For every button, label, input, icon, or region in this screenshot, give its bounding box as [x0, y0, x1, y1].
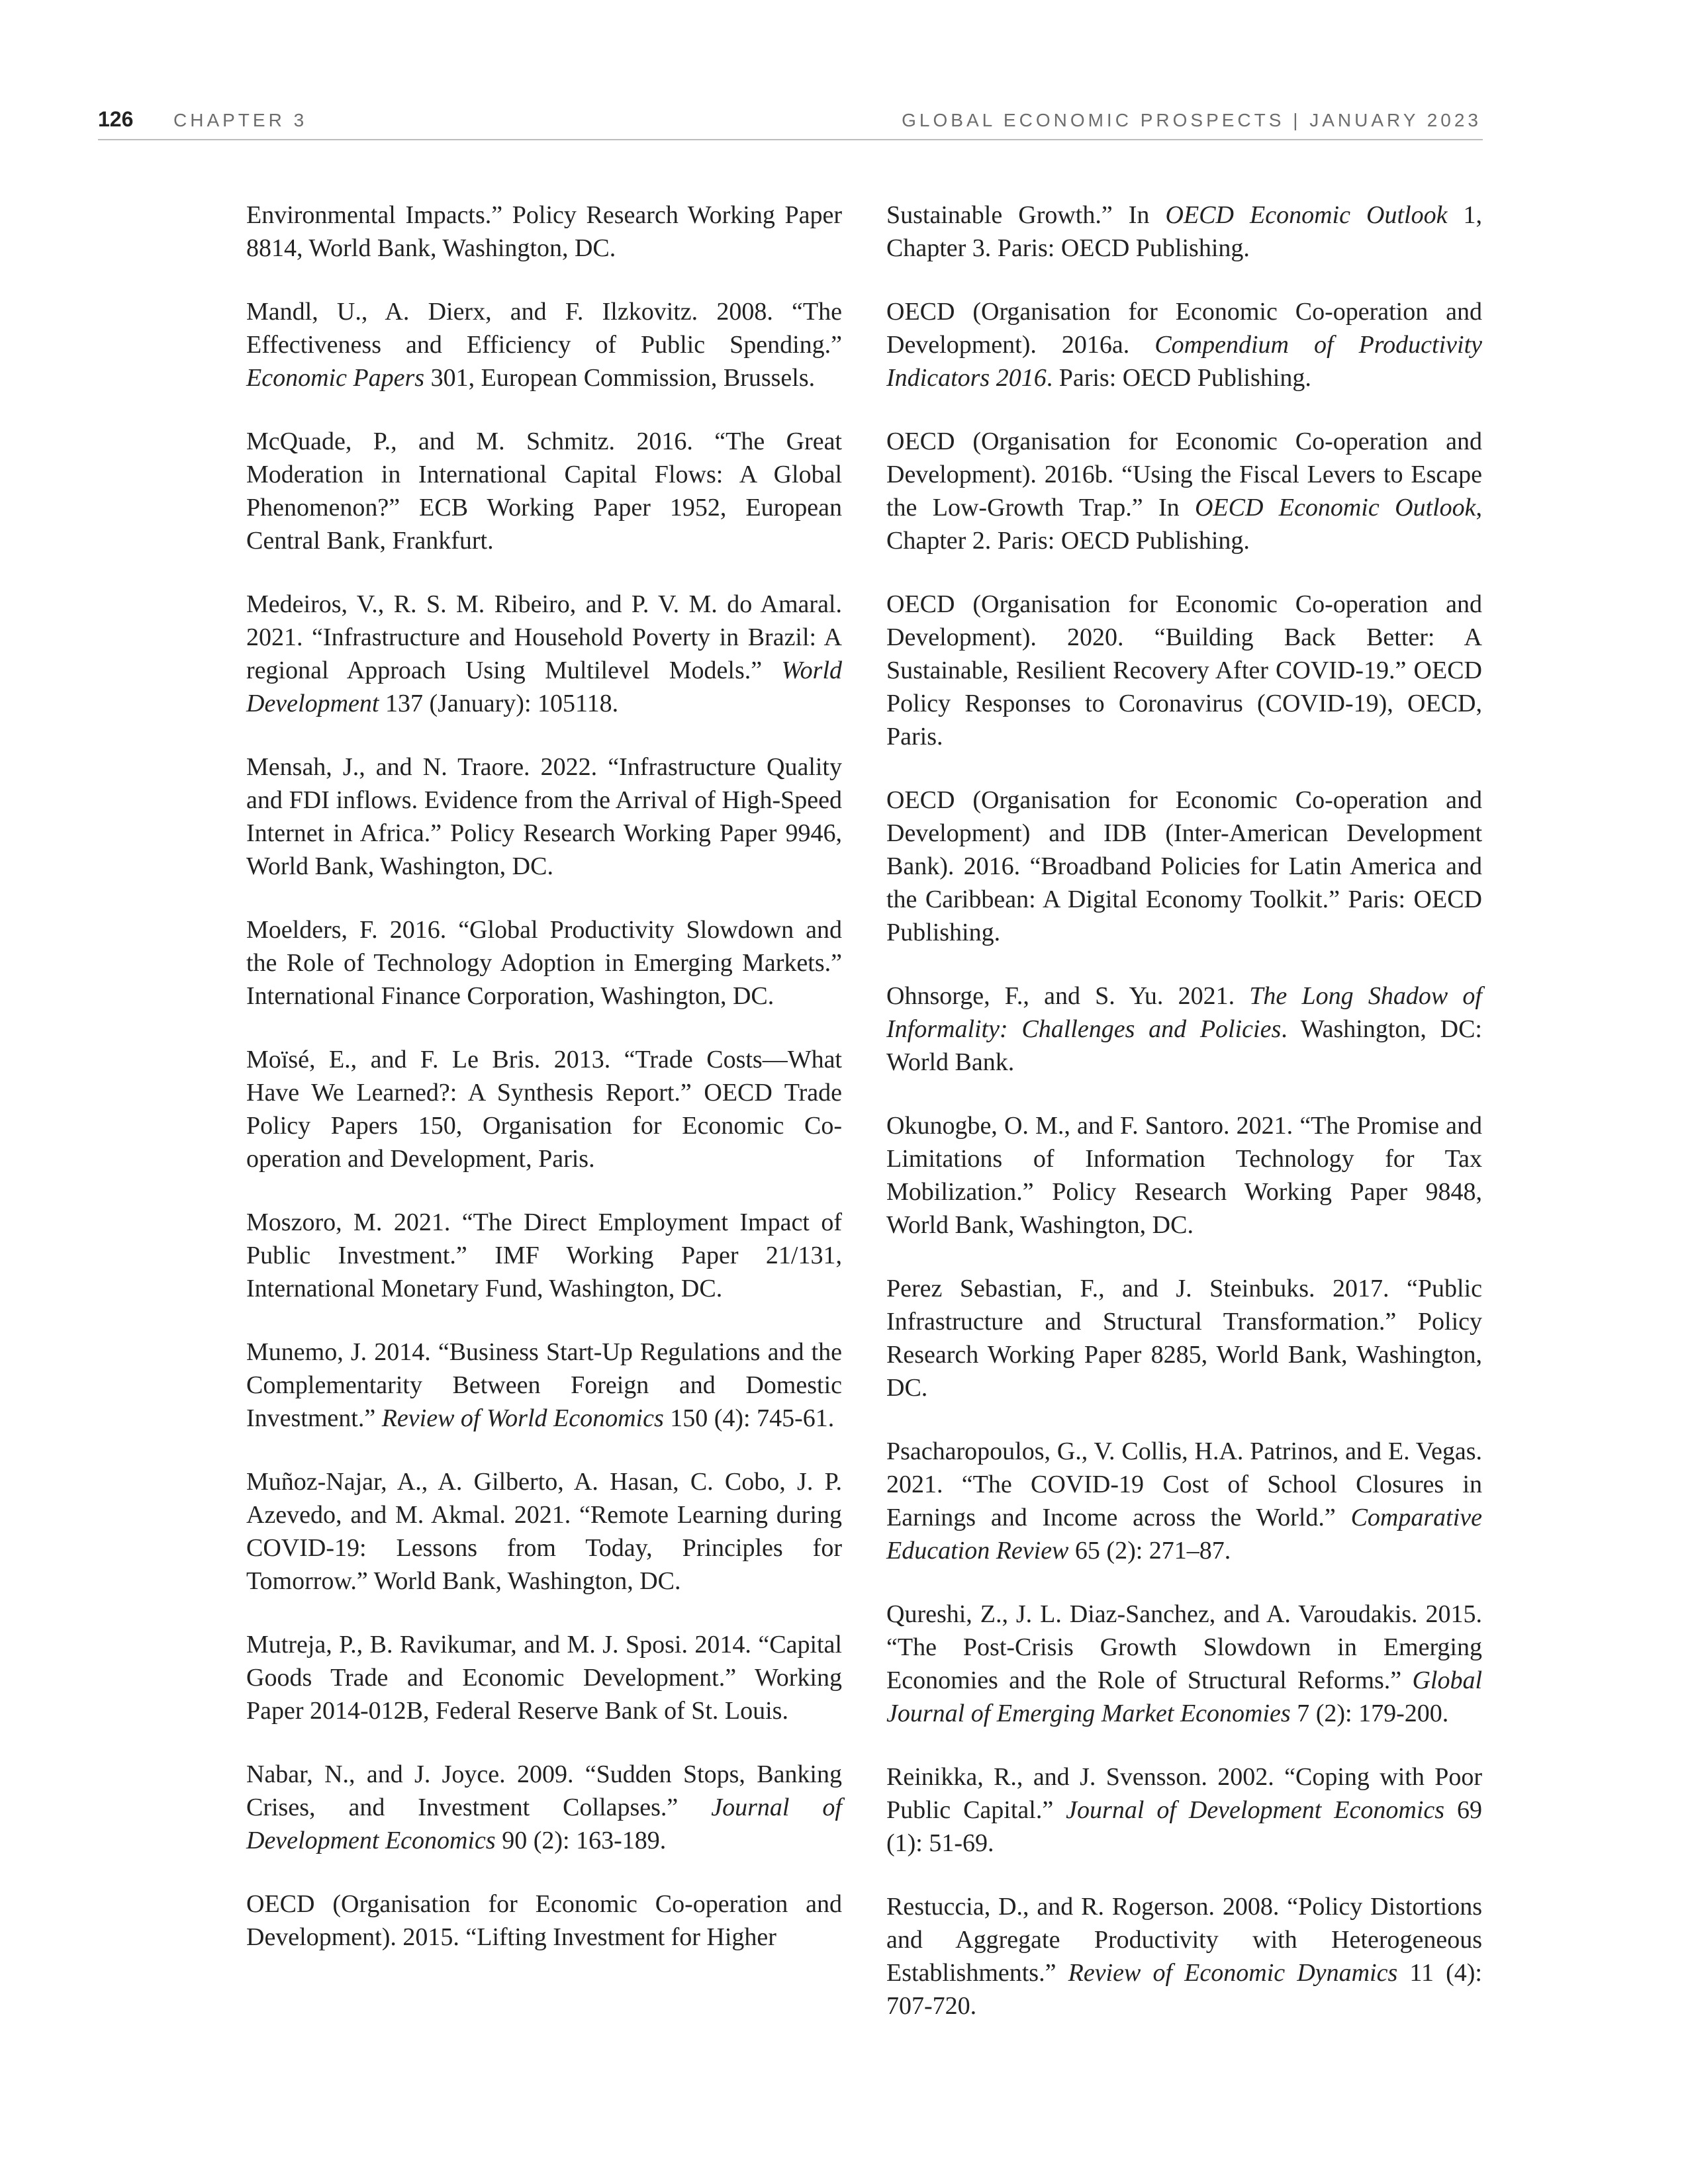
reference-text: Perez Sebastian, F., and J. Steinbuks. 2017. “Public Infrastructure and Structural Transformation.” Policy Research Working Paper 8285, World Bank, Washington, DC. [886, 1275, 1482, 1402]
reference-entry [246, 295, 842, 394]
reference-text: , Chapter 2. Paris: OECD Publishing. [886, 494, 1483, 555]
reference-entry [886, 425, 1482, 557]
reference-text: Restuccia, D., and R. Rogerson. 2008. “Policy Distortions and Aggregate Productivity with Heterogeneous Establishments.” [886, 1893, 1482, 1987]
reference-text: Moszoro, M. 2021. “The Direct Employment Impact of Public Investment.” IMF Working Paper 21/131, International Monetary Fund, Washington, DC. [246, 1208, 842, 1302]
references-column-right [886, 199, 1482, 2053]
reference-entry [246, 1888, 842, 1954]
chapter-label: CHAPTER 3 [173, 110, 308, 130]
references-column-left [246, 199, 842, 1984]
reference-text: 137 (January): 105118. [379, 690, 619, 717]
reference-text: Muñoz-Najar, A., A. Gilberto, A. Hasan, C. Cobo, J. P. Azevedo, and M. Akmal. 2021. “Remote Learning during COVID-19: Lessons from Today, Principles for Tomorrow.” World Bank, Washington, DC. [246, 1468, 842, 1595]
reference-text: Munemo, J. 2014. “Business Start-Up Regulations and the Complementarity Between Foreign and Domestic Investment.” [246, 1338, 842, 1432]
reference-entry [246, 1465, 842, 1598]
reference-entry [246, 751, 842, 883]
reference-text: OECD (Organisation for Economic Co-operation and Development) and IDB (Inter-American Development Bank). 2016. “Broadband Policies for Latin America and the Caribbean: A Digital Economy Toolkit.” Paris: OECD Publishing. [886, 786, 1482, 946]
reference-entry [886, 979, 1482, 1079]
reference-text: Reinikka, R., and J. Svensson. 2002. “Coping with Poor Public Capital.” [886, 1763, 1482, 1824]
reference-entry [246, 425, 842, 557]
reference-entry [246, 913, 842, 1013]
reference-text: Sustainable Growth.” In [886, 201, 1166, 229]
reference-text: Okunogbe, O. M., and F. Santoro. 2021. “The Promise and Limitations of Information Technology for Tax Mobilization.” Policy Research Working Paper 9848, World Bank, Washington, DC. [886, 1112, 1482, 1239]
publication-title: GLOBAL ECONOMIC PROSPECTS | JANUARY 2023 [902, 110, 1481, 130]
reference-text: Nabar, N., and J. Joyce. 2009. “Sudden Stops, Banking Crises, and Investment Collapses.” [246, 1760, 842, 1821]
reference-text: McQuade, P., and M. Schmitz. 2016. “The Great Moderation in International Capital Flows: A Global Phenomenon?” ECB Working Paper 1952, European Central Bank, Frankfurt. [246, 428, 842, 555]
page-number: 126 [98, 107, 134, 131]
reference-entry [886, 295, 1482, 394]
reference-text: Moïsé, E., and F. Le Bris. 2013. “Trade Costs—What Have We Learned?: A Synthesis Report.” OECD Trade Policy Papers 150, Organisation for Economic Co-operation and Development, Paris. [246, 1046, 842, 1173]
reference-text: Moelders, F. 2016. “Global Productivity Slowdown and the Role of Technology Adoption in Emerging Markets.” International Finance Corporation, Washington, DC. [246, 916, 842, 1010]
reference-text: Mutreja, P., B. Ravikumar, and M. J. Sposi. 2014. “Capital Goods Trade and Economic Development.” Working Paper 2014-012B, Federal Reserve Bank of St. Louis. [246, 1631, 842, 1725]
reference-italic-title: Journal of Development Economics [246, 1794, 842, 1854]
reference-text: 90 (2): 163-189. [495, 1827, 667, 1854]
reference-italic-title: The Long Shadow of Informality: Challenges and Policies [886, 982, 1482, 1043]
reference-entry [246, 1758, 842, 1857]
header-divider [98, 139, 1483, 140]
reference-text: Medeiros, V., R. S. M. Ribeiro, and P. V. M. do Amaral. 2021. “Infrastructure and Household Poverty in Brazil: A regional Approach Using Multilevel Models.” [246, 590, 842, 684]
reference-entry [886, 784, 1482, 949]
reference-italic-title: Economic Papers [246, 364, 425, 392]
reference-entry [246, 1043, 842, 1175]
reference-entry [246, 1628, 842, 1727]
reference-italic-title: Comparative Education Review [886, 1504, 1482, 1565]
reference-entry [886, 1435, 1482, 1567]
reference-text: 65 (2): 271–87. [1068, 1537, 1231, 1565]
reference-text: OECD (Organisation for Economic Co-operation and Development). 2020. “Building Back Better: A Sustainable, Resilient Recovery After COVID-19.” OECD Policy Responses to Coronavirus (COVID-19), OECD, Paris. [886, 590, 1482, 751]
reference-italic-title: OECD Economic Outlook [1194, 494, 1476, 522]
reference-italic-title: Global Journal of Emerging Market Economies [886, 1666, 1482, 1727]
reference-text: 150 (4): 745-61. [663, 1404, 835, 1432]
reference-entry [886, 1272, 1482, 1404]
reference-italic-title: OECD Economic Outlook [1165, 201, 1448, 229]
reference-entry [886, 199, 1482, 265]
reference-entry [886, 1890, 1482, 2023]
reference-text: . Washington, DC: World Bank. [886, 1015, 1482, 1076]
reference-entry [246, 199, 842, 265]
reference-text: 11 (4): 707-720. [886, 1959, 1482, 2020]
reference-text: 1, Chapter 3. Paris: OECD Publishing. [886, 201, 1482, 262]
reference-text: Environmental Impacts.” Policy Research Working Paper 8814, World Bank, Washington, DC. [246, 201, 842, 262]
reference-text: 301, European Commission, Brussels. [424, 364, 816, 392]
reference-italic-title: Review of World Economics [381, 1404, 664, 1432]
reference-entry [886, 1760, 1482, 1860]
reference-entry [246, 1336, 842, 1435]
reference-entry [886, 588, 1482, 753]
reference-italic-title: Review of Economic Dynamics [1068, 1959, 1398, 1987]
reference-italic-title: World Development [246, 657, 842, 717]
reference-text: 7 (2): 179-200. [1290, 1700, 1449, 1727]
page-header [0, 0, 1688, 146]
reference-text: Ohnsorge, F., and S. Yu. 2021. [886, 982, 1250, 1010]
reference-text: . Paris: OECD Publishing. [1046, 364, 1311, 392]
reference-entry [246, 588, 842, 720]
reference-entry [886, 1598, 1482, 1730]
reference-text: OECD (Organisation for Economic Co-operation and Development). 2016a. [886, 298, 1482, 359]
reference-text: OECD (Organisation for Economic Co-operation and Development). 2016b. “Using the Fiscal Levers to Escape the Low-Growth Trap.” In [886, 428, 1482, 522]
reference-entry [246, 1206, 842, 1305]
reference-italic-title: Compendium of Productivity Indicators 2016 [886, 331, 1482, 392]
reference-text: 69 (1): 51-69. [886, 1796, 1483, 1857]
reference-text: Mandl, U., A. Dierx, and F. Ilzkovitz. 2008. “The Effectiveness and Efficiency of Public Spending.” [246, 298, 842, 359]
reference-text: OECD (Organisation for Economic Co-operation and Development). 2015. “Lifting Investment for Higher [246, 1890, 842, 1951]
reference-italic-title: Journal of Development Economics [1066, 1796, 1445, 1824]
reference-text: Psacharopoulos, G., V. Collis, H.A. Patrinos, and E. Vegas. 2021. “The COVID-19 Cost of School Closures in Earnings and Income across the World.” [886, 1437, 1482, 1531]
reference-entry [886, 1109, 1482, 1242]
reference-text: Qureshi, Z., J. L. Diaz-Sanchez, and A. Varoudakis. 2015. “The Post-Crisis Growth Slowdown in Emerging Economies and the Role of Structural Reforms.” [886, 1600, 1482, 1694]
reference-text: Mensah, J., and N. Traore. 2022. “Infrastructure Quality and FDI inflows. Evidence from the Arrival of High-Speed Internet in Africa.” Policy Research Working Paper 9946, World Bank, Washington, DC. [246, 753, 842, 880]
